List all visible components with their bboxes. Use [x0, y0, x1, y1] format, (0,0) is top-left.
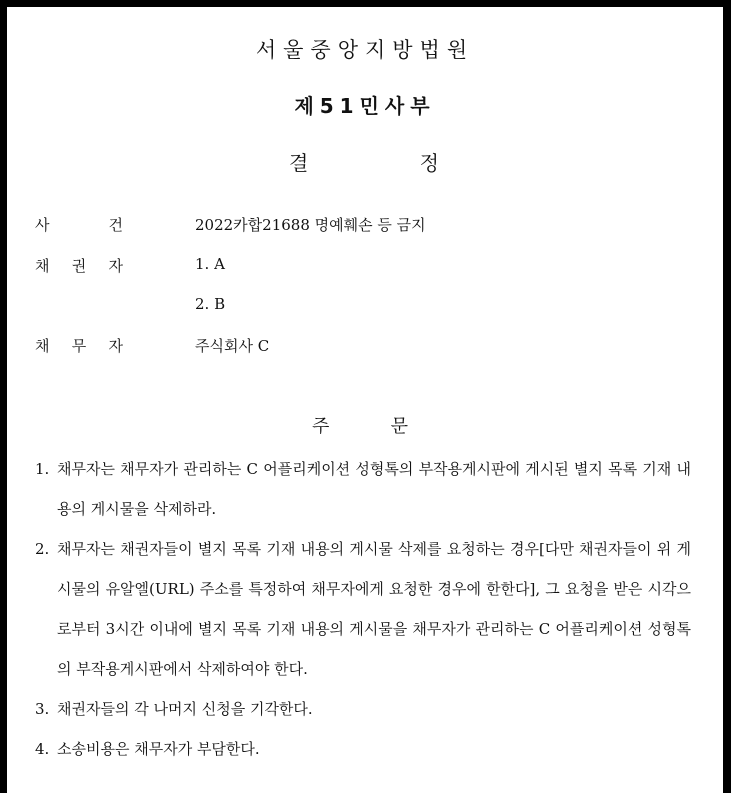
- ruling-item-number: 1.: [35, 460, 50, 478]
- document-page: [7, 7, 723, 793]
- court-name: 서울중앙지방법원: [255, 38, 475, 62]
- ruling-item-number: 2.: [35, 540, 50, 558]
- ruling-item: [35, 689, 691, 729]
- creditor-value-1: 1. A: [195, 255, 225, 273]
- ruling-title-char: 주: [312, 416, 330, 437]
- ruling-title-char: 문: [390, 416, 408, 437]
- case-number-value: 2022카합21688 명예훼손 등 금지: [195, 216, 426, 234]
- creditor-value-2: 2. B: [195, 295, 226, 313]
- ruling-items: [35, 449, 691, 769]
- ruling-item-text: 소송비용은 채무자가 부담한다.: [57, 740, 260, 758]
- debtor-label: 채 무 자: [35, 337, 123, 355]
- ruling-title: [312, 412, 408, 438]
- case-label: 사 건: [35, 216, 123, 234]
- ruling-item-number: 3.: [35, 700, 50, 718]
- ruling-item-number: 4.: [35, 740, 50, 758]
- ruling-item: [35, 729, 691, 769]
- decision-title: [289, 147, 439, 176]
- ruling-item-text: 채권자들의 각 나머지 신청을 기각한다.: [57, 700, 313, 718]
- ruling-item: [35, 529, 691, 689]
- ruling-item: [35, 449, 691, 529]
- decision-title-char: 결: [289, 151, 309, 175]
- division-name: 제51민사부: [294, 94, 436, 118]
- decision-title-char: 정: [419, 151, 439, 175]
- debtor-value: 주식회사 C: [195, 337, 270, 355]
- ruling-item-text: 채무자는 채무자가 관리하는 C 어플리케이션 성형톡의 부작용게시판에 게시된 별지 목록 기재 내용의 게시물을 삭제하라.: [57, 460, 691, 518]
- ruling-item-text: 채무자는 채권자들이 별지 목록 기재 내용의 게시물 삭제를 요청하는 경우[다만 채권자들이 위 게시물의 유알엘(URL) 주소를 특정하여 채무자에게 요청한 경우에 한한다], 그 요청을 받은 시각으로부터 3시간 이내에 별지 목록 기재 내용의 게시물을 채무자가 관리하는 C 어플리케이션 성형톡의 부작용게시판에서 삭제하여야 한다.: [57, 540, 691, 678]
- creditor-label: 채 권 자: [35, 257, 123, 275]
